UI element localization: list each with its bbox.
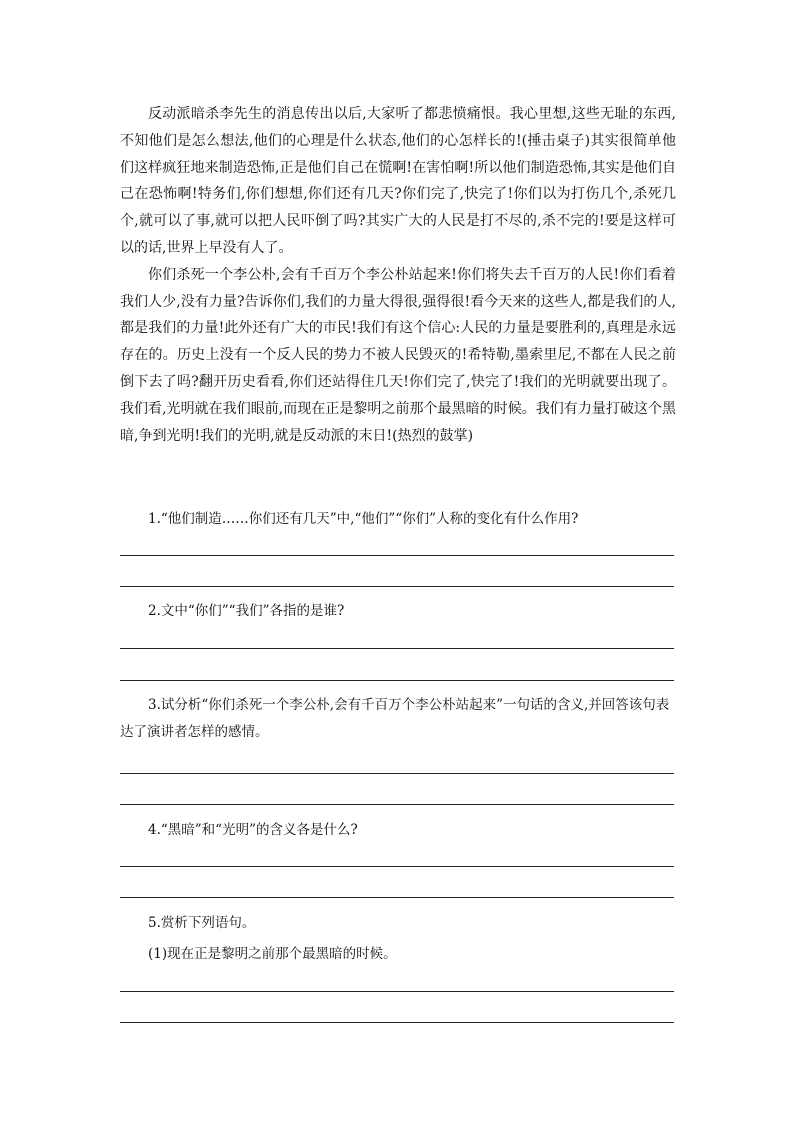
answer-line-q2-2[interactable] [120, 680, 674, 681]
answer-line-q2-1[interactable] [120, 648, 674, 649]
answer-line-q3-1[interactable] [120, 773, 674, 774]
answer-line-q4-1[interactable] [120, 866, 674, 867]
question-4: 4.“黑暗”和“光明”的含义各是什么? [148, 822, 358, 838]
question-3: 3.试分析“你们杀死一个李公朴,会有千百万个李公朴站起来”一句话的含义,并回答该句表达了演讲者怎样的感情。 [120, 697, 670, 740]
answer-line-q1-1[interactable] [120, 555, 674, 556]
answer-line-q5-1[interactable] [120, 991, 674, 992]
answer-line-q3-2[interactable] [120, 804, 674, 805]
answer-line-q4-2[interactable] [120, 897, 674, 898]
passage-paragraph-1: 反动派暗杀李先生的消息传出以后,大家听了都悲愤痛恨。我心里想,这些无耻的东西,不知他们是怎么想法,他们的心理是什么状态,他们的心怎样长的!(捶击桌子)其实很简单他们这样疯狂地来制造恐怖,正是他们自己在慌啊!在害怕啊!所以他们制造恐怖,其实是他们自己在恐怖啊!特务们,你们想想,你们还有几天?你们完了,快完了!你们以为打伤几个,杀死几个,就可以了事,就可以把人民吓倒了吗?其实广大的人民是打不尽的,杀不完的!要是这样可以的话,世界上早没有人了。 [120, 106, 676, 256]
answer-line-q5-2[interactable] [120, 1022, 674, 1023]
answer-line-q1-2[interactable] [120, 586, 674, 587]
question-2: 2.文中“你们”“我们”各指的是谁? [148, 603, 345, 619]
question-1: 1.“他们制造……你们还有几天”中,“他们”“你们”人称的变化有什么作用? [148, 511, 579, 527]
passage-paragraph-2: 你们杀死一个李公朴,会有千百万个李公朴站起来!你们将失去千百万的人民!你们看着我们人少,没有力量?告诉你们,我们的力量大得很,强得很!看今天来的这些人,都是我们的人,都是我们的力量!此外还有广大的市民!我们有这个信心:人民的力量是要胜利的,真理是永远存在的。历史上没有一个反人民的势力不被人民毁灭的!希特勒,墨索里尼,不都在人民之前倒下去了吗?翻开历史看看,你们还站得住几天!你们完了,快完了!我们的光明就要出现了。我们看,光明就在我们眼前,而现在正是黎明之前那个最黑暗的时候。我们有力量打破这个黑暗,争到光明!我们的光明,就是反动派的末日!(热烈的鼓掌) [120, 266, 676, 444]
question-5-item-1: (1)现在正是黎明之前那个最黑暗的时候。 [148, 946, 397, 962]
question-5: 5.赏析下列语句。 [148, 915, 256, 931]
reading-passage [120, 101, 676, 449]
